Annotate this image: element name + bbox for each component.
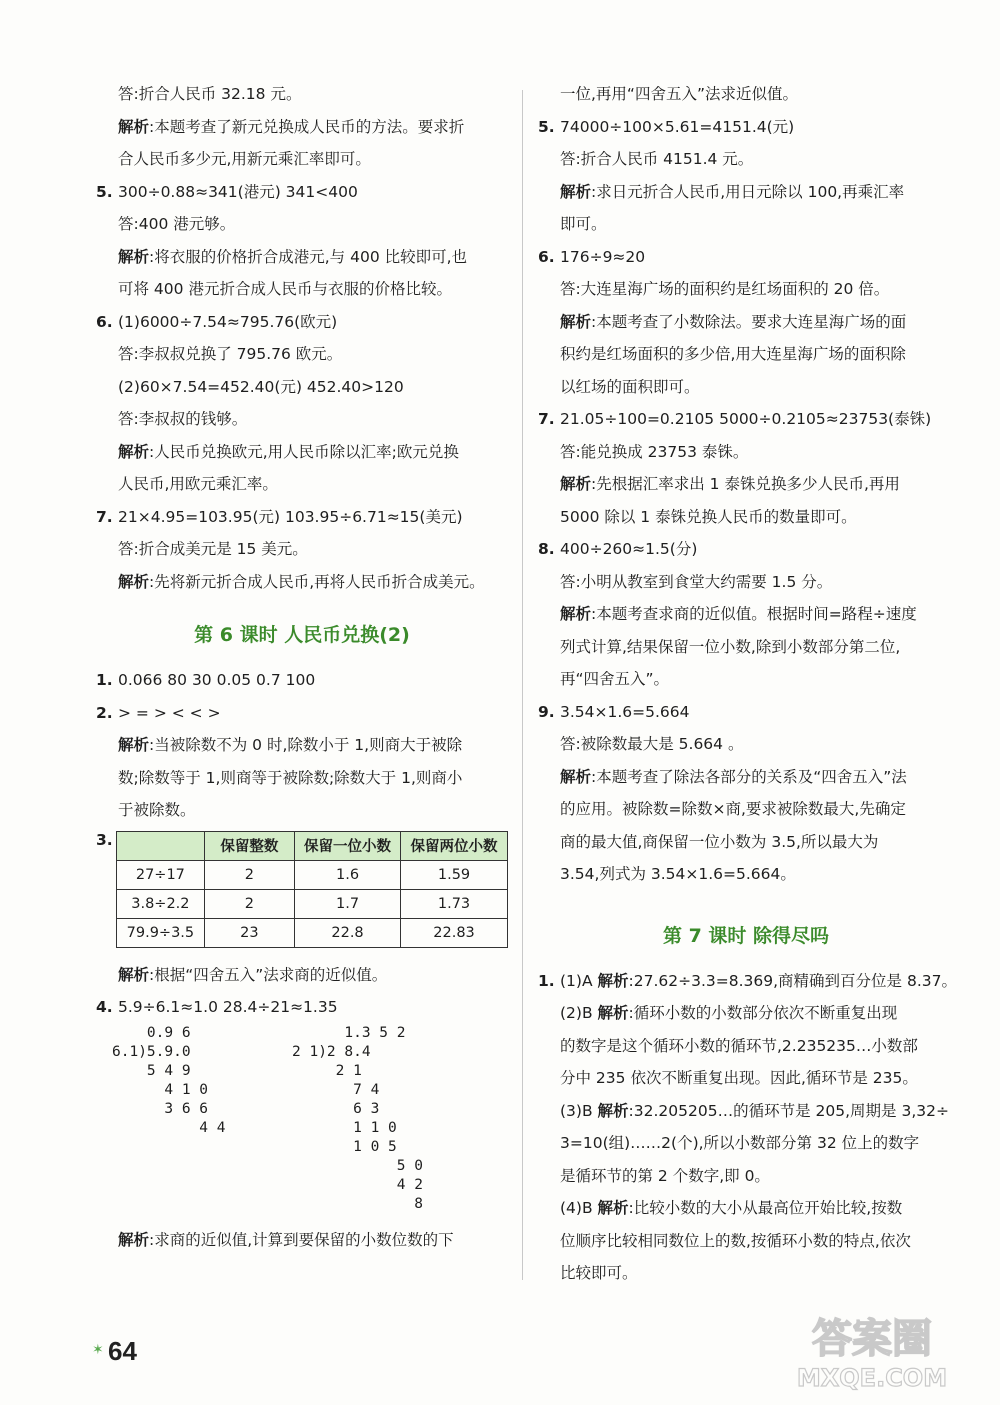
text-line (538, 208, 954, 241)
line-text: 答:李叔叔的钱够。 (118, 410, 248, 428)
line-text: 答:小明从教室到食堂大约需要 1.5 分。 (560, 572, 833, 591)
line-text: 5000 除以 1 泰铢兑换人民币的数量即可。 (560, 507, 857, 526)
table-body (117, 860, 508, 947)
text-line (96, 533, 508, 566)
line-text: 答:折合人民币 4151.4 元。 (560, 150, 754, 168)
table-cell: 2 (204, 889, 294, 918)
line-text: 即可。 (560, 215, 607, 233)
text-line (538, 631, 954, 664)
question-number: 5. (96, 182, 113, 201)
line-text: :本题考查了新元兑换成人民币的方法。要求折 (149, 117, 465, 136)
division-line: 1.3 5 2 (292, 1024, 406, 1041)
question-number: 8. (538, 540, 555, 558)
line-text: 的数字是这个循环小数的循环节,2.235235…小数部 (560, 1036, 918, 1055)
line-text: :本题考查了除法各部分的关系及“四舍五入”法 (591, 767, 907, 786)
text-line (538, 403, 954, 436)
section-7-title: 第 7 课时 除得尽吗 (662, 924, 830, 947)
division-line: 7 4 (292, 1081, 380, 1098)
text-line (96, 371, 508, 404)
division-line: 1 1 0 (292, 1119, 397, 1136)
table-cell: 2 (204, 860, 294, 889)
line-text: :将衣服的价格折合成港元,与 400 比较即可,也 (149, 247, 468, 266)
table-row (117, 918, 508, 947)
long-division-2 (292, 1024, 423, 1214)
analysis-label: 解析 (118, 572, 150, 591)
rounding-table (116, 831, 508, 948)
line-text: 数;除数等于 1,则商等于被除数;除数大于 1,则商小 (118, 768, 463, 787)
question-number: 4. (96, 998, 113, 1016)
line-text: (1)6000÷7.54≈795.76(欧元) (118, 312, 338, 331)
line-text: :根据“四舍五入”法求商的近似值。 (149, 965, 388, 984)
table-cell: 3.8÷2.2 (117, 889, 205, 918)
question-number: 9. (538, 702, 555, 721)
line-text: 再“四舍五入”。 (560, 670, 670, 688)
text-line (538, 143, 954, 176)
line-text: 的应用。被除数=除数×商,要求被除数最大,先确定 (560, 800, 906, 818)
line-text: 400÷260≈1.5(分) (560, 540, 698, 558)
table-cell: 23 (204, 918, 294, 947)
section-6-title: 第 6 课时 人民币兑换(2) (194, 624, 410, 646)
line-text: 5.9÷6.1≈1.0 28.4÷21≈1.35 (118, 998, 338, 1016)
text-line (538, 501, 954, 534)
line-text: 答:大连星海广场的面积约是红场面积的 20 倍。 (560, 280, 890, 298)
text-line (538, 858, 954, 891)
line-text: 21.05÷100=0.2105 5000÷0.2105≈23753(泰铢) (560, 410, 932, 428)
table-cell: 1.59 (401, 860, 508, 889)
line-text: 于被除数。 (118, 801, 196, 819)
line-text: :循环小数的小数部分依次不断重复出现 (628, 1004, 898, 1022)
sub-answer: (4)B (560, 1199, 598, 1217)
line-text: 300÷0.88≈341(港元) 341<400 (118, 182, 358, 201)
text-line (538, 1030, 954, 1063)
line-text: 是循环节的第 2 个数字,即 0。 (560, 1166, 770, 1185)
text-line (96, 176, 508, 209)
text-line (538, 338, 954, 371)
line-text: 一位,再用“四舍五入”法求近似值。 (560, 85, 798, 103)
line-text: 3=10(组)……2(个),所以小数部分第 32 位上的数字 (560, 1134, 920, 1152)
text-line (538, 1257, 954, 1290)
text-line (538, 761, 954, 794)
line-text: 0.066 80 30 0.05 0.7 100 (118, 671, 316, 689)
analysis-label: 解析 (560, 475, 592, 493)
analysis-label: 解析 (118, 442, 150, 461)
division-line: 6 3 (292, 1100, 380, 1117)
text-line (96, 959, 508, 992)
text-line (538, 306, 954, 339)
line-text: 21×4.95=103.95(元) 103.95÷6.71≈15(美元) (118, 507, 463, 526)
right-column (538, 78, 957, 1290)
text-line (538, 1225, 954, 1258)
text-line (538, 241, 954, 274)
question-number: 6. (538, 247, 555, 266)
table-cell: 22.83 (401, 918, 508, 947)
question-number: 7. (538, 410, 555, 428)
text-line (538, 371, 954, 404)
sub-answer: (3)B (560, 1101, 598, 1120)
division-line: 4 2 (292, 1176, 423, 1193)
table-header-cell: 保留一位小数 (295, 831, 401, 860)
line-text: :本题考查了小数除法。要求大连星海广场的面 (591, 312, 907, 331)
text-line (538, 1160, 954, 1193)
text-line (96, 697, 508, 730)
question-number: 7. (96, 507, 113, 526)
division-line: 6.1)5.9.0 (112, 1043, 191, 1060)
table-cell: 1.73 (401, 889, 508, 918)
division-line: 4 4 (112, 1119, 226, 1136)
table-cell: 1.6 (295, 860, 401, 889)
line-text: :人民币兑换欧元,用人民币除以汇率;欧元兑换 (149, 442, 459, 461)
line-text: 答:能兑换成 23753 泰铢。 (560, 442, 749, 461)
question-number: 5. (538, 117, 555, 136)
table-cell: 1.7 (295, 889, 401, 918)
text-line (538, 598, 954, 631)
division-line: 2 1 (292, 1062, 362, 1079)
division-line: 0.9 6 (112, 1024, 191, 1041)
text-line (96, 729, 508, 762)
analysis-label: 解析 (560, 312, 592, 331)
line-text: 比较即可。 (560, 1264, 638, 1282)
line-text: 以红场的面积即可。 (560, 377, 700, 396)
text-line (96, 208, 508, 241)
sub-answer: (1)A (560, 971, 598, 990)
line-text: 合人民币多少元,用新元乘汇率即可。 (118, 150, 371, 168)
text-line (538, 436, 954, 469)
analysis-label: 解析 (597, 1199, 629, 1217)
left-top-lines (96, 78, 508, 598)
division-line: 1 0 5 (292, 1138, 397, 1155)
watermark-url: MXQE.COM (796, 1364, 948, 1392)
question-number: 6. (96, 312, 113, 331)
analysis-label: 解析 (560, 767, 592, 786)
line-text: :求日元折合人民币,用日元除以 100,再乘汇率 (591, 182, 905, 201)
text-line (96, 78, 508, 111)
text-line (538, 1095, 954, 1128)
line-text: 人民币,用欧元乘汇率。 (118, 475, 278, 493)
line-text: 答:折合成美元是 15 美元。 (118, 540, 308, 558)
line-text: 列式计算,结果保留一位小数,除到小数部分第二位, (560, 637, 901, 656)
division-line: 5 4 9 (112, 1062, 191, 1079)
question-number: 1. (538, 971, 555, 990)
line-text: 答:400 港元够。 (118, 215, 236, 233)
text-line (96, 794, 508, 827)
text-line (538, 793, 954, 826)
text-line (96, 338, 508, 371)
text-line (96, 306, 508, 339)
analysis-label: 解析 (118, 965, 150, 984)
line-text: 3.54,列式为 3.54×1.6=5.664。 (560, 865, 796, 883)
analysis-label: 解析 (118, 736, 150, 754)
line-text: 答:被除数最大是 5.664 。 (560, 735, 744, 753)
analysis-label: 解析 (560, 182, 592, 201)
table-header-cell (117, 831, 205, 860)
table-header-cell: 保留两位小数 (401, 831, 508, 860)
table-cell: 22.8 (295, 918, 401, 947)
star-icon: ✶ (92, 1342, 104, 1358)
line-text: 74000÷100×5.61=4151.4(元) (560, 117, 795, 136)
line-text: 答:李叔叔兑换了 795.76 欧元。 (118, 345, 343, 363)
left-after-table-lines (96, 959, 508, 1024)
line-text: 积约是红场面积的多少倍,用大连星海广场的面积除 (560, 345, 906, 363)
division-line: 4 1 0 (112, 1081, 209, 1098)
left-bottom-lines (96, 1224, 508, 1257)
question-number: 1. (96, 671, 113, 689)
text-line (96, 436, 508, 469)
division-line: 5 0 (292, 1157, 423, 1174)
watermark-text: 答案圈 (812, 1316, 932, 1362)
text-line (538, 997, 954, 1030)
analysis-label: 解析 (560, 605, 592, 623)
text-line (538, 273, 954, 306)
right-bottom-lines (538, 965, 957, 1290)
table-cell: 27÷17 (117, 860, 205, 889)
long-division-work (96, 1024, 508, 1224)
line-text: 位顺序比较相同数位上的数,按循环小数的特点,依次 (560, 1231, 911, 1250)
analysis-label: 解析 (597, 1101, 629, 1120)
line-text: 可将 400 港元折合成人民币与衣服的价格比较。 (118, 280, 452, 298)
left-mid-lines (96, 664, 508, 827)
text-line (96, 1224, 508, 1257)
line-text: :先将新元折合成人民币,再将人民币折合成美元。 (149, 572, 485, 591)
page-number: 64 (108, 1336, 137, 1366)
division-line: 2 1)2 8.4 (292, 1043, 371, 1060)
table-cell: 79.9÷3.5 (117, 918, 205, 947)
analysis-label: 解析 (597, 1004, 629, 1022)
analysis-label: 解析 (118, 247, 150, 266)
column-divider (522, 90, 523, 1280)
text-line (538, 566, 954, 599)
analysis-label: 解析 (118, 1230, 150, 1249)
analysis-label: 解析 (118, 117, 150, 136)
text-line (96, 991, 508, 1024)
text-line (96, 566, 508, 599)
line-text: :当被除数不为 0 时,除数小于 1,则商大于被除 (149, 736, 463, 754)
line-text: :本题考查求商的近似值。根据时间=路程÷速度 (591, 605, 917, 623)
text-line (538, 1127, 954, 1160)
line-text: 商的最大值,商保留一位小数为 3.5,所以最大为 (560, 832, 879, 851)
text-line (538, 696, 954, 729)
line-text: :32.205205…的循环节是 205,周期是 3,32÷ (628, 1101, 949, 1120)
text-line (96, 241, 508, 274)
text-line (96, 468, 508, 501)
table-header-row (117, 831, 508, 860)
text-line (96, 273, 508, 306)
long-division-1 (112, 1024, 226, 1138)
text-line (538, 111, 954, 144)
text-line (96, 143, 508, 176)
text-line (96, 762, 508, 795)
text-line (538, 176, 954, 209)
analysis-label: 解析 (597, 971, 629, 990)
text-line (538, 1192, 954, 1225)
line-text: :先根据汇率求出 1 泰铢兑换多少人民币,再用 (591, 475, 900, 493)
text-line (538, 468, 954, 501)
table-header-cell: 保留整数 (204, 831, 294, 860)
line-text: :比较小数的大小从最高位开始比较,按数 (628, 1199, 903, 1217)
watermark-logo (772, 1300, 972, 1395)
question-3-number: 3. (96, 830, 113, 849)
line-text: (2)60×7.54=452.40(元) 452.40>120 (118, 377, 404, 396)
text-line (538, 826, 954, 859)
table-row (117, 889, 508, 918)
text-line (538, 663, 954, 696)
line-text: 分中 235 依次不断重复出现。因此,循环节是 235。 (560, 1069, 918, 1087)
text-line (538, 1062, 954, 1095)
table-row (117, 860, 508, 889)
text-line (96, 111, 508, 144)
text-line (96, 501, 508, 534)
text-line (96, 664, 508, 697)
line-text: 3.54×1.6=5.664 (560, 702, 690, 721)
left-column (96, 78, 508, 1256)
line-text: 答:折合人民币 32.18 元。 (118, 85, 302, 103)
text-line (538, 965, 957, 998)
question-3 (96, 831, 508, 959)
text-line (538, 78, 954, 111)
question-number: 2. (96, 703, 113, 722)
text-line (538, 728, 954, 761)
right-top-lines (538, 78, 954, 891)
line-text: :求商的近似值,计算到要保留的小数位数的下 (149, 1230, 454, 1249)
division-line: 8 (292, 1195, 423, 1212)
line-text: :27.62÷3.3=8.369,商精确到百分位是 8.37。 (628, 971, 957, 990)
text-line (538, 533, 954, 566)
sub-answer: (2)B (560, 1004, 598, 1022)
division-line: 3 6 6 (112, 1100, 209, 1117)
line-text: > = > < < > (118, 703, 221, 722)
line-text: 176÷9≈20 (560, 247, 646, 266)
text-line (96, 403, 508, 436)
